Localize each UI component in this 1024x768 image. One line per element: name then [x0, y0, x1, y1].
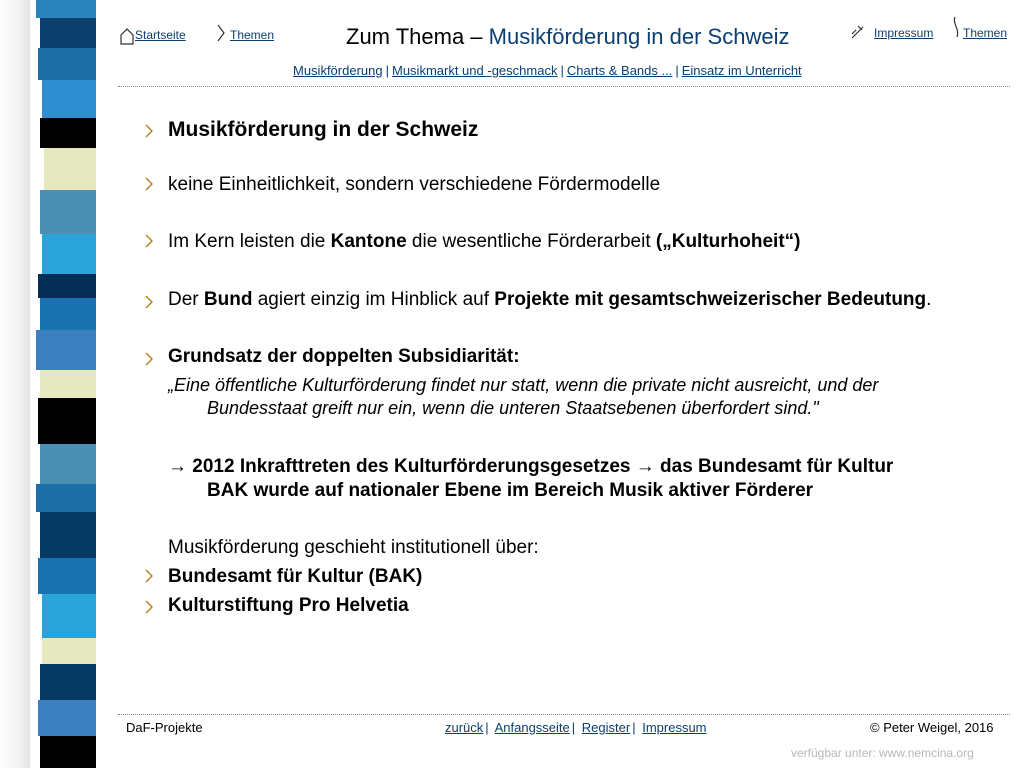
footer-impressum-link[interactable]: Impressum — [642, 720, 707, 735]
footer-back-link[interactable]: zurück — [445, 720, 484, 735]
subsidiaritaet-quote — [168, 374, 878, 420]
note-text: → 2012 Inkrafttreten des Kulturförderungsgesetzes — [168, 456, 636, 477]
kulturfoerderungsgesetz-note — [168, 455, 893, 503]
bullet-chevron-icon — [143, 174, 155, 194]
footer-copyright: © Peter Weigel, 2016 — [870, 720, 994, 735]
note-text: das Bundesamt für Kultur — [654, 456, 894, 477]
header-divider — [118, 86, 1010, 87]
decorative-stripe — [30, 0, 102, 768]
left-border-shadow — [0, 0, 30, 768]
text-segment: die wesentliche Förderarbeit — [406, 231, 656, 252]
content-line-kantone — [168, 230, 800, 254]
footer-nav — [445, 720, 707, 735]
arrow-right-icon: → — [635, 456, 655, 477]
home-link[interactable]: Startseite — [135, 28, 186, 42]
text-kulturhoheit: („Kulturhoheit“) — [655, 231, 801, 252]
bullet-chevron-icon — [143, 231, 155, 251]
subnav-separator: | — [560, 63, 564, 78]
note-line: BAK wurde auf nationaler Ebene im Bereich Musik aktiver Förderer — [207, 480, 814, 501]
chevron-right-icon — [216, 24, 226, 42]
footer-divider — [118, 714, 1010, 715]
content-line-bund — [168, 288, 931, 312]
impressum-link-header[interactable]: Impressum — [874, 26, 934, 40]
text-segment: Im Kern leisten die — [168, 231, 331, 252]
text-kantone: Kantone — [330, 231, 407, 252]
page-title — [346, 24, 789, 50]
subnav-charts-bands[interactable]: Charts & Bands ... — [566, 63, 673, 78]
footer-separator: | — [571, 720, 576, 735]
themen-link[interactable]: Themen — [230, 28, 275, 42]
topic-subnav — [293, 63, 802, 78]
footer-home-link[interactable]: Anfangsseite — [494, 720, 570, 735]
institution-bak: Bundesamt für Kultur (BAK) — [168, 566, 423, 587]
subnav-musikfoerderung[interactable]: Musikförderung — [293, 63, 383, 78]
content-institutional-intro: Musikförderung geschieht institutionell über: — [168, 537, 539, 558]
bullet-chevron-icon — [143, 292, 155, 312]
home-icon[interactable] — [120, 27, 134, 45]
footer-site-name: DaF-Projekte — [126, 720, 203, 735]
footer-separator: | — [485, 720, 489, 735]
page-title-prefix: Zum Thema – — [346, 24, 489, 49]
bullet-chevron-icon — [143, 121, 155, 141]
text-projekte: Projekte mit gesamtschweizerischer Bedeutung — [494, 289, 927, 310]
subnav-separator: | — [675, 63, 679, 78]
page-title-topic: Musikförderung in der Schweiz — [488, 24, 790, 49]
bullet-chevron-icon — [143, 349, 155, 369]
pen-icon — [850, 22, 866, 40]
text-segment: . — [926, 289, 932, 310]
subnav-separator: | — [385, 63, 389, 78]
themen-link-right[interactable]: Themen — [963, 26, 1008, 40]
text-segment: agiert einzig im Hinblick auf — [252, 289, 495, 310]
note-line — [168, 455, 893, 479]
institution-pro-helvetia: Kulturstiftung Pro Helvetia — [168, 595, 409, 616]
quote-line: „Eine öffentliche Kulturförderung findet nur statt, wenn die private nicht ausreicht, und der — [168, 375, 879, 395]
bullet-chevron-icon — [143, 597, 155, 617]
bullet-chevron-icon — [143, 566, 155, 586]
text-bund: Bund — [203, 289, 253, 310]
subnav-musikmarkt[interactable]: Musikmarkt und -geschmack — [392, 63, 558, 78]
quote-line: Bundesstaat greift nur ein, wenn die unteren Staatsebenen überfordert sind." — [207, 398, 819, 418]
content-heading: Musikförderung in der Schweiz — [168, 118, 479, 141]
text-segment: Der — [168, 289, 204, 310]
footer-register-link[interactable]: Register — [581, 720, 631, 735]
wave-icon — [951, 16, 961, 38]
content-subsidiaritaet-heading: Grundsatz der doppelten Subsidiarität: — [168, 346, 520, 367]
footer-separator: | — [632, 720, 636, 735]
subnav-einsatz-unterricht[interactable]: Einsatz im Unterricht — [681, 63, 802, 78]
content-line-fordermodelle: keine Einheitlichkeit, sondern verschiedene Fördermodelle — [168, 174, 661, 195]
availability-note: verfügbar unter: www.nemcina.org — [791, 746, 974, 760]
